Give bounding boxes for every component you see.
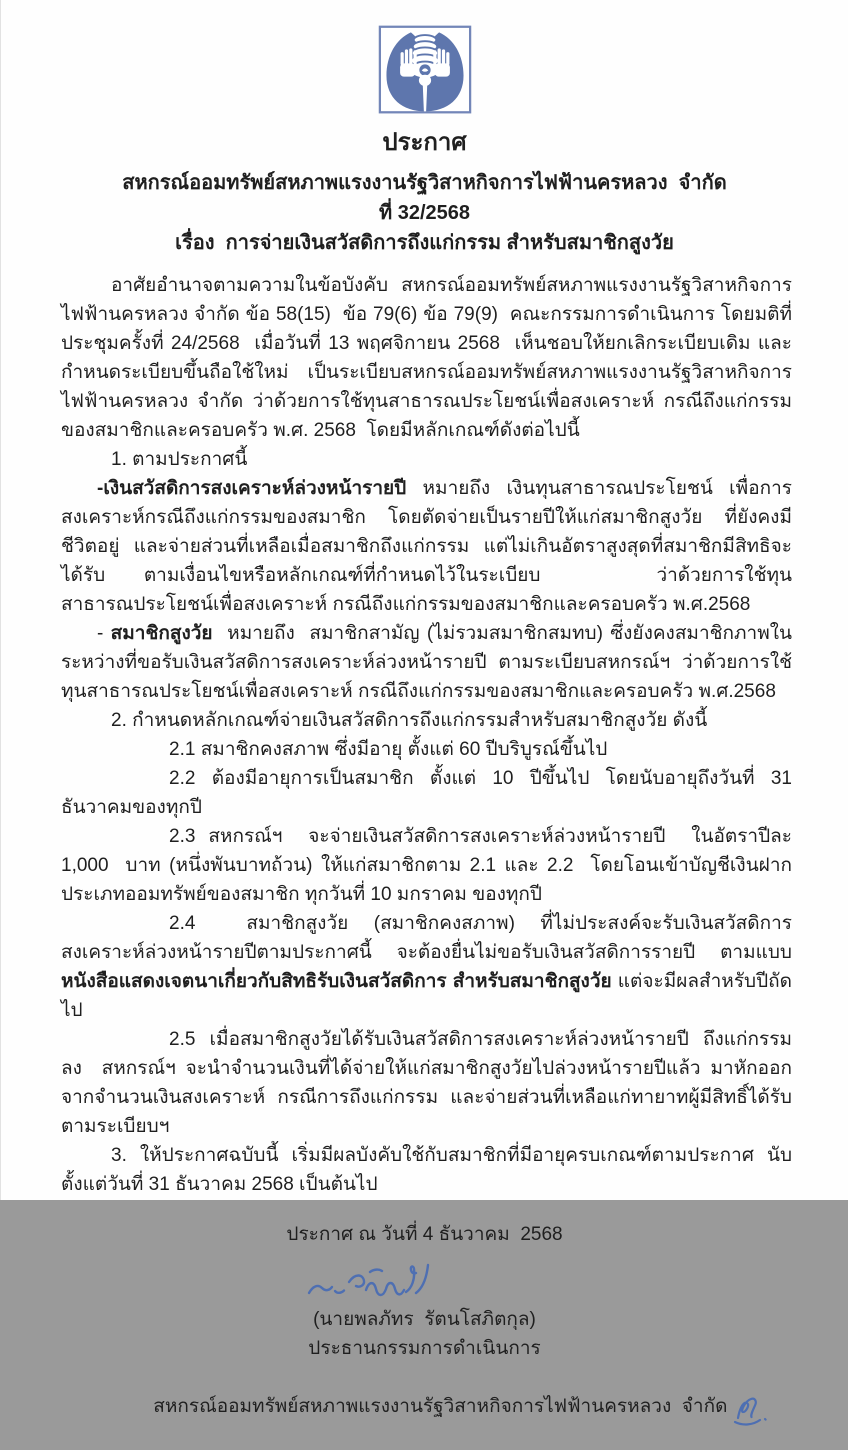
text-run: สมาชิกสูงวัย [110,623,213,644]
paragraph [61,764,798,822]
text-run: หนังสือแสดงเจตนาเกี่ยวกับสิทธิรับเงินสวัสดิการ สำหรับสมาชิกสูงวัย [61,971,612,992]
header-number-line: ที่ 32/2568 [378,202,471,224]
paragraph [61,1025,792,1141]
paragraph [61,271,792,445]
paragraph [61,619,792,706]
date-line: ประกาศ ณ วันที่ 4 ธันวาคม 2568 [286,1224,563,1245]
cooperative-logo-icon [378,24,472,116]
text-run: -เงินสวัสดิการสงเคราะห์ล่วงหน้ารายปี [97,478,407,499]
text-run: 2.4 สมาชิกสูงวัย (สมาชิกคงสภาพ) ที่ไม่ประสงค์จะรับเงินสวัสดิการสงเคราะห์ล่วงหน้ารายปีตามประกาศนี้ จะต้องยื่นไม่ขอรับเงินสวัสดิการรายปี ตามแบบ [61,913,798,963]
page-title: ประกาศ [382,129,467,156]
text-run: อาศัยอำนาจตามความในข้อบังคับ สหกรณ์ออมทรัพย์สหภาพแรงงานรัฐวิสาหกิจการไฟฟ้านครหลวง จำกัด ข้อ 58(15) ข้อ 79(6) ข้อ 79(9) คณะกรรมการดำเนินการ โดยมติที่ประชุมครั้งที่ 24/2568 เมื่อวันที่ 13 พฤศจิกายน 2568 เห็นชอบให้ยกเลิกระเบียบเดิม และกำหนดระเบียบขึ้นถือใช้ใหม่ เป็นระเบียบสหกรณ์ออมทรัพย์สหภาพแรงงานรัฐวิสาหกิจการไฟฟ้านครหลวง จำกัด ว่าด้วยการใช้ทุนสาธารณประโยชน์เพื่อสงเคราะห์ กรณีถึงแก่กรรมของสมาชิกและครอบครัว พ.ศ. 2568 โดยมีหลักเกณฑ์ดังต่อไปนี้ [61,275,792,441]
initial-mark-icon [731,1394,773,1428]
text-run: 3. ให้ประกาศฉบับนี้ เริ่มมีผลบังคับใช้กับสมาชิกที่มีอายุครบเกณฑ์ตามประกาศ นับตั้งแต่วันที่ 31 ธันวาคม 2568 เป็นต้นไป [61,1145,792,1195]
paragraph [61,445,792,474]
document-body [61,271,798,1199]
paragraph [61,909,798,1025]
signer-name: (นายพลภัทร รัตนโสภิตกุล) [313,1309,536,1330]
text-run: 2.3 สหกรณ์ฯ จะจ่ายเงินสวัสดิการสงเคราะห์ล่วงหน้ารายปี ในอัตราปีละ 1,000 บาท (หนึ่งพันบาทถ้วน) ให้แก่สมาชิกตาม 2.1 และ 2.2 โดยโอนเข้าบัญชีเงินฝากประเภทออมทรัพย์ของสมาชิก ทุกวันที่ 10 มกราคม ของทุกปี [61,826,798,905]
text-run: - [97,623,111,644]
paragraph [61,1141,792,1199]
text-run: 2.1 สมาชิกคงสภาพ ซึ่งมีอายุ ตั้งแต่ 60 ปีบริบูรณ์ขึ้นไป [169,739,608,760]
paragraph [61,474,792,619]
header-subject-line: เรื่อง การจ่ายเงินสวัสดิการถึงแก่กรรม สำหรับสมาชิกสูงวัย [175,232,674,254]
signature-ink-icon [304,1259,430,1305]
text-run: 1. ตามประกาศนี้ [111,449,248,470]
paragraph [61,822,798,909]
signature-block [1,1259,848,1450]
text-run: หมายถึง สมาชิกสามัญ (ไม่รวมสมาชิกสมทบ) ซึ่งยังคงสมาชิกภาพในระหว่างที่ขอรับเงินสวัสดิการสงเคราะห์ล่วงหน้ารายปี ตามระเบียบสหกรณ์ฯ ว่าด้วยการใช้ทุนสาธารณประโยชน์เพื่อสงเคราะห์ กรณีถึงแก่กรรมของสมาชิกและครอบครัว พ.ศ.2568 [61,623,793,702]
header-org-line: สหกรณ์ออมทรัพย์สหภาพแรงงานรัฐวิสาหกิจการไฟฟ้านครหลวง จำกัด [122,172,727,194]
paragraph [61,735,792,764]
signer-org: สหกรณ์ออมทรัพย์สหภาพแรงงานรัฐวิสาหกิจการไฟฟ้านครหลวง จำกัด [153,1396,728,1417]
signer-org-wrap [153,1392,727,1421]
signer-role: ประธานกรรมการดำเนินการ [308,1338,541,1359]
text-run: 2.5 เมื่อสมาชิกสูงวัยได้รับเงินสวัสดิการสงเคราะห์ล่วงหน้ารายปี ถึงแก่กรรมลง สหกรณ์ฯ จะนำจำนวนเงินที่ได้จ่ายให้แก่สมาชิกสูงวัยไปล่วงหน้ารายปีแล้ว มาหักออกจากจำนวนเงินสงเคราะห์ กรณีการถึงแก่กรรม และจ่ายส่วนที่เหลือแก่ทายาทผู้มีสิทธิ์ได้รับตามระเบียบฯ [61,1029,792,1137]
text-run: แต่จะมีผลสำหรับปีถัดไป [61,971,792,1021]
text-run: หมายถึง เงินทุนสาธารณประโยชน์ เพื่อการสงเคราะห์กรณีถึงแก่กรรมของสมาชิก โดยตัดจ่ายเป็นรายปีให้แก่สมาชิกสูงวัย ที่ยังคงมีชีวิตอยู่ และจ่ายส่วนที่เหลือเมื่อสมาชิกถึงแก่กรรม แต่ไม่เกินอัตราสูงสุดที่สมาชิกมีสิทธิจะได้รับ ตามเงื่อนไขหรือหลักเกณฑ์ที่กำหนดไว้ในระเบียบ ว่าด้วยการใช้ทุนสาธารณประโยชน์เพื่อสงเคราะห์ กรณีถึงแก่กรรมของสมาชิกและครอบครัว พ.ศ.2568 [61,478,792,615]
text-run: 2.2 ต้องมีอายุการเป็นสมาชิก ตั้งแต่ 10 ปีขึ้นไป โดยนับอายุถึงวันที่ 31 ธันวาคมของทุกปี [61,768,798,818]
text-run: 2. กำหนดหลักเกณฑ์จ่ายเงินสวัสดิการถึงแก่กรรมสำหรับสมาชิกสูงวัย ดังนี้ [111,710,708,731]
logo-container [1,0,848,116]
paragraph [61,706,792,735]
